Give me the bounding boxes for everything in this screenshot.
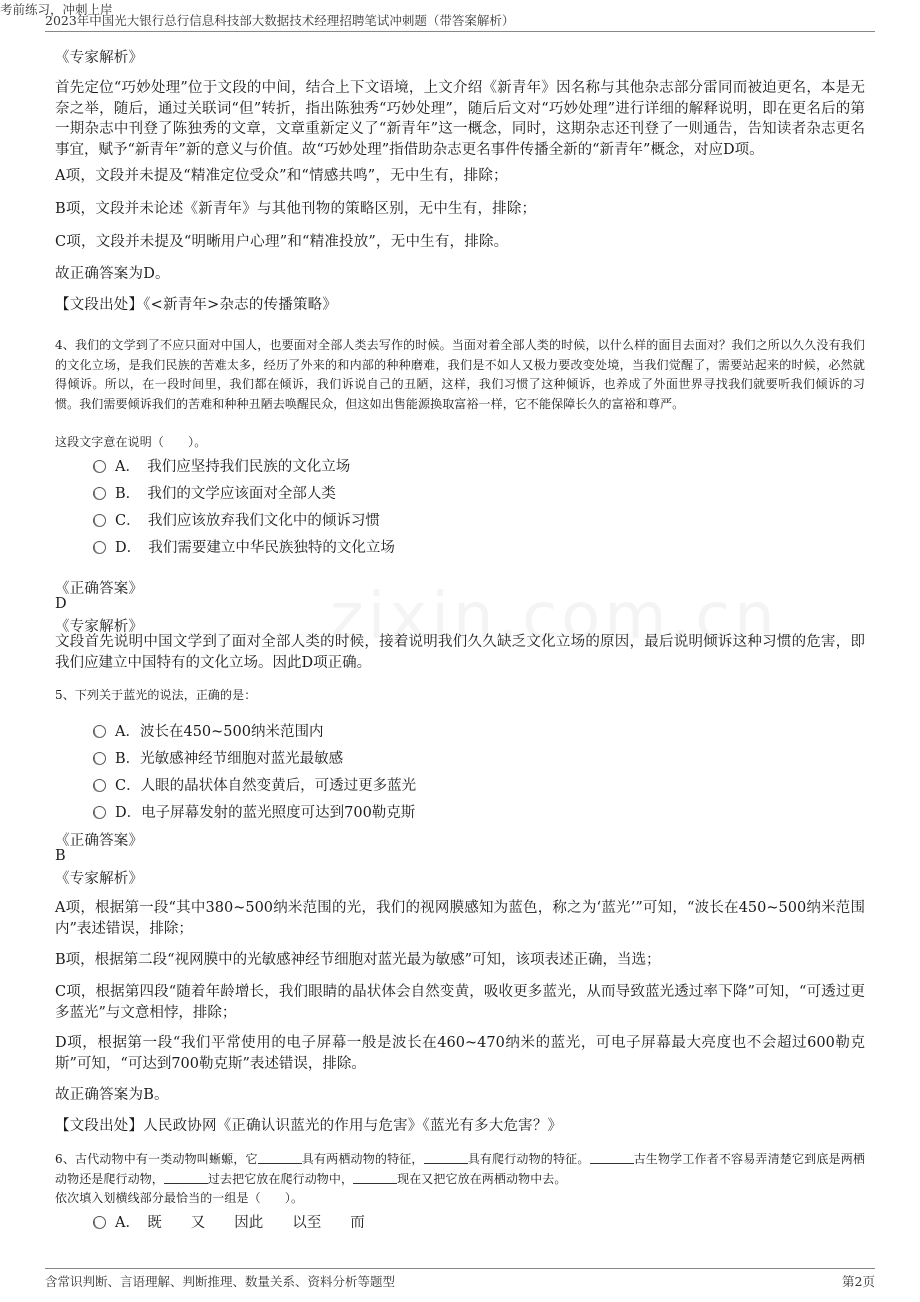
radio-icon[interactable] [93, 541, 106, 554]
radio-icon[interactable] [93, 806, 106, 819]
q3-analysis-label: 《专家解析》 [55, 50, 144, 66]
q4-option-c[interactable]: C． 我们应该放弃我们文化中的倾诉习惯 [93, 509, 380, 530]
q4-stem: 4、我们的文学到了不应只面对中国人，也要面对全部人类去写作的时候。当面对着全部人类的时候，以什么样的面目去面对？我们之所以久久没有我们的文化立场，是我们民族的苦难太多，经历了外来的和内部的种种磨难，我们是不如人又极力要改变处境，当我们觉醒了，需要站起来的时候，必然就得倾诉。所以，在一段时间里，我们都在倾诉，我们诉说自己的丑陋，这样，我们习惯了这种倾诉，也养成了外面世界寻找我们就要听我们倾诉的习惯。我们需要倾诉我们的苦难和种种丑陋去唤醒民众，但这如出售能源换取富裕一样，它不能保障长久的富裕和尊严。 [55, 338, 865, 411]
q3-option-a-note: A项，文段并未提及“精准定位受众”和“情感共鸣”，无中生有，排除； [55, 168, 508, 184]
fill-blank [353, 1171, 397, 1184]
q5-option-d-note: D项，根据第一段“我们平常使用的电子屏幕一般是波长在460~470纳米的蓝光，可电子屏幕最大亮度也不会超过600勒克斯”可知，“可达到700勒克斯”表述错误，排除。 [55, 1035, 865, 1072]
radio-icon[interactable] [93, 1216, 106, 1229]
q5-option-b-note: B项，根据第二段“视网膜中的光敏感神经节细胞对蓝光最为敏感”可知，该项表述正确，当选； [55, 952, 661, 968]
footer-topics: 含常识判断、言语理解、判断推理、数量关系、资料分析等题型 [45, 1274, 396, 1289]
q5-stem: 5、下列关于蓝光的说法，正确的是： [55, 688, 257, 702]
q5-option-a[interactable]: A．波长在450~500纳米范围内 [93, 720, 323, 741]
page-number: 第2页 [842, 1274, 875, 1289]
q3-option-c-note: C项，文段并未提及“明晰用户心理”和“精准投放”，无中生有，排除。 [55, 234, 509, 250]
q5-analysis-label: 《专家解析》 [55, 871, 144, 887]
q6-stem: 6、古代动物中有一类动物叫蜥螈，它 具有两栖动物的特征， 具有爬行动物的特征。 古生物学工作者不容易弄清楚它到底是两栖动物还是爬行动物， 过去把它放在爬行动物中， 现在又把它放在两栖动物中去。 [55, 1152, 865, 1186]
fill-blank [164, 1171, 208, 1184]
q5-option-c-note: C项，根据第四段“随着年龄增长，我们眼睛的晶状体会自然变黄，吸收更多蓝光，从而导致蓝光透过率下降”可知，“可透过更多蓝光”与文意相悖，排除； [55, 984, 865, 1021]
radio-icon[interactable] [93, 514, 106, 527]
q5-answer-label: 《正确答案》 [55, 833, 144, 849]
q4-option-b[interactable]: B． 我们的文学应该面对全部人类 [93, 482, 336, 503]
q5-conclusion: 故正确答案为B。 [55, 1087, 169, 1103]
q5-answer: B [55, 848, 66, 864]
footer-divider [45, 1268, 875, 1269]
fill-blank [590, 1151, 634, 1164]
q6-prompt: 依次填入划横线部分最恰当的一组是（ ）。 [55, 1191, 304, 1205]
q3-option-b-note: B项，文段并未论述《新青年》与其他刊物的策略区别，无中生有，排除； [55, 201, 537, 217]
q4-answer-label: 《正确答案》 [55, 581, 144, 597]
radio-icon[interactable] [93, 779, 106, 792]
q3-source: 【文段出处】《<新青年>杂志的传播策略》 [55, 297, 338, 313]
fill-blank [424, 1151, 468, 1164]
q5-option-d[interactable]: D．电子屏幕发射的蓝光照度可达到700勒克斯 [93, 801, 415, 822]
q6-option-a[interactable]: A． 既 又 因此 以至 而 [93, 1211, 365, 1232]
q4-answer: D [55, 596, 67, 612]
fill-blank [258, 1151, 302, 1164]
q5-option-c[interactable]: C．人眼的晶状体自然变黄后，可透过更多蓝光 [93, 774, 416, 795]
radio-icon[interactable] [93, 752, 106, 765]
q4-prompt: 这段文字意在说明（ ）。 [55, 435, 207, 449]
q3-analysis-text: 首先定位“巧妙处理”位于文段的中间，结合上下文语境，上文介绍《新青年》因名称与其他杂志部分雷同而被迫更名，本是无奈之举，随后，通过关联词“但”转折，指出陈独秀“巧妙处理”，随后后文对“巧妙处理”进行详细的解释说明，即在更名后的第一期杂志中刊登了陈独秀的文章，文章重新定义了“新青年”这一概念，同时，这期杂志还刊登了一则通告，告知读者杂志更名事宜，赋予“新青年”新的意义与价值。故“巧妙处理”指借助杂志更名事件传播全新的“新青年”概念，对应D项。 [55, 80, 865, 158]
radio-icon[interactable] [93, 460, 106, 473]
q5-source: 【文段出处】人民政协网《正确认识蓝光的作用与危害》《蓝光有多大危害？》 [55, 1118, 563, 1134]
q5-option-b[interactable]: B．光敏感神经节细胞对蓝光最敏感 [93, 747, 343, 768]
q4-analysis: 文段首先说明中国文学到了面对全部人类的时候，接着说明我们久久缺乏文化立场的原因，最后说明倾诉这种习惯的危害，即我们应建立中国特有的文化立场。因此D项正确。 [55, 634, 865, 671]
radio-icon[interactable] [93, 725, 106, 738]
q5-option-a-note: A项，根据第一段“其中380~500纳米范围的光，我们的视网膜感知为蓝色，称之为‘蓝光’”可知，“波长在450~500纳米范围内”表述错误，排除； [55, 900, 865, 937]
q4-option-a[interactable]: A． 我们应坚持我们民族的文化立场 [93, 455, 350, 476]
q3-conclusion: 故正确答案为D。 [55, 266, 170, 282]
q4-analysis-label: 《专家解析》 [55, 619, 144, 635]
radio-icon[interactable] [93, 487, 106, 500]
document-title: 2023年中国光大银行总行信息科技部大数据技术经理招聘笔试冲刺题（带答案解析） [45, 13, 515, 28]
header-slogan: 考前练习，冲刺上岸 [0, 2, 113, 17]
q4-option-d[interactable]: D． 我们需要建立中华民族独特的文化立场 [93, 536, 395, 557]
